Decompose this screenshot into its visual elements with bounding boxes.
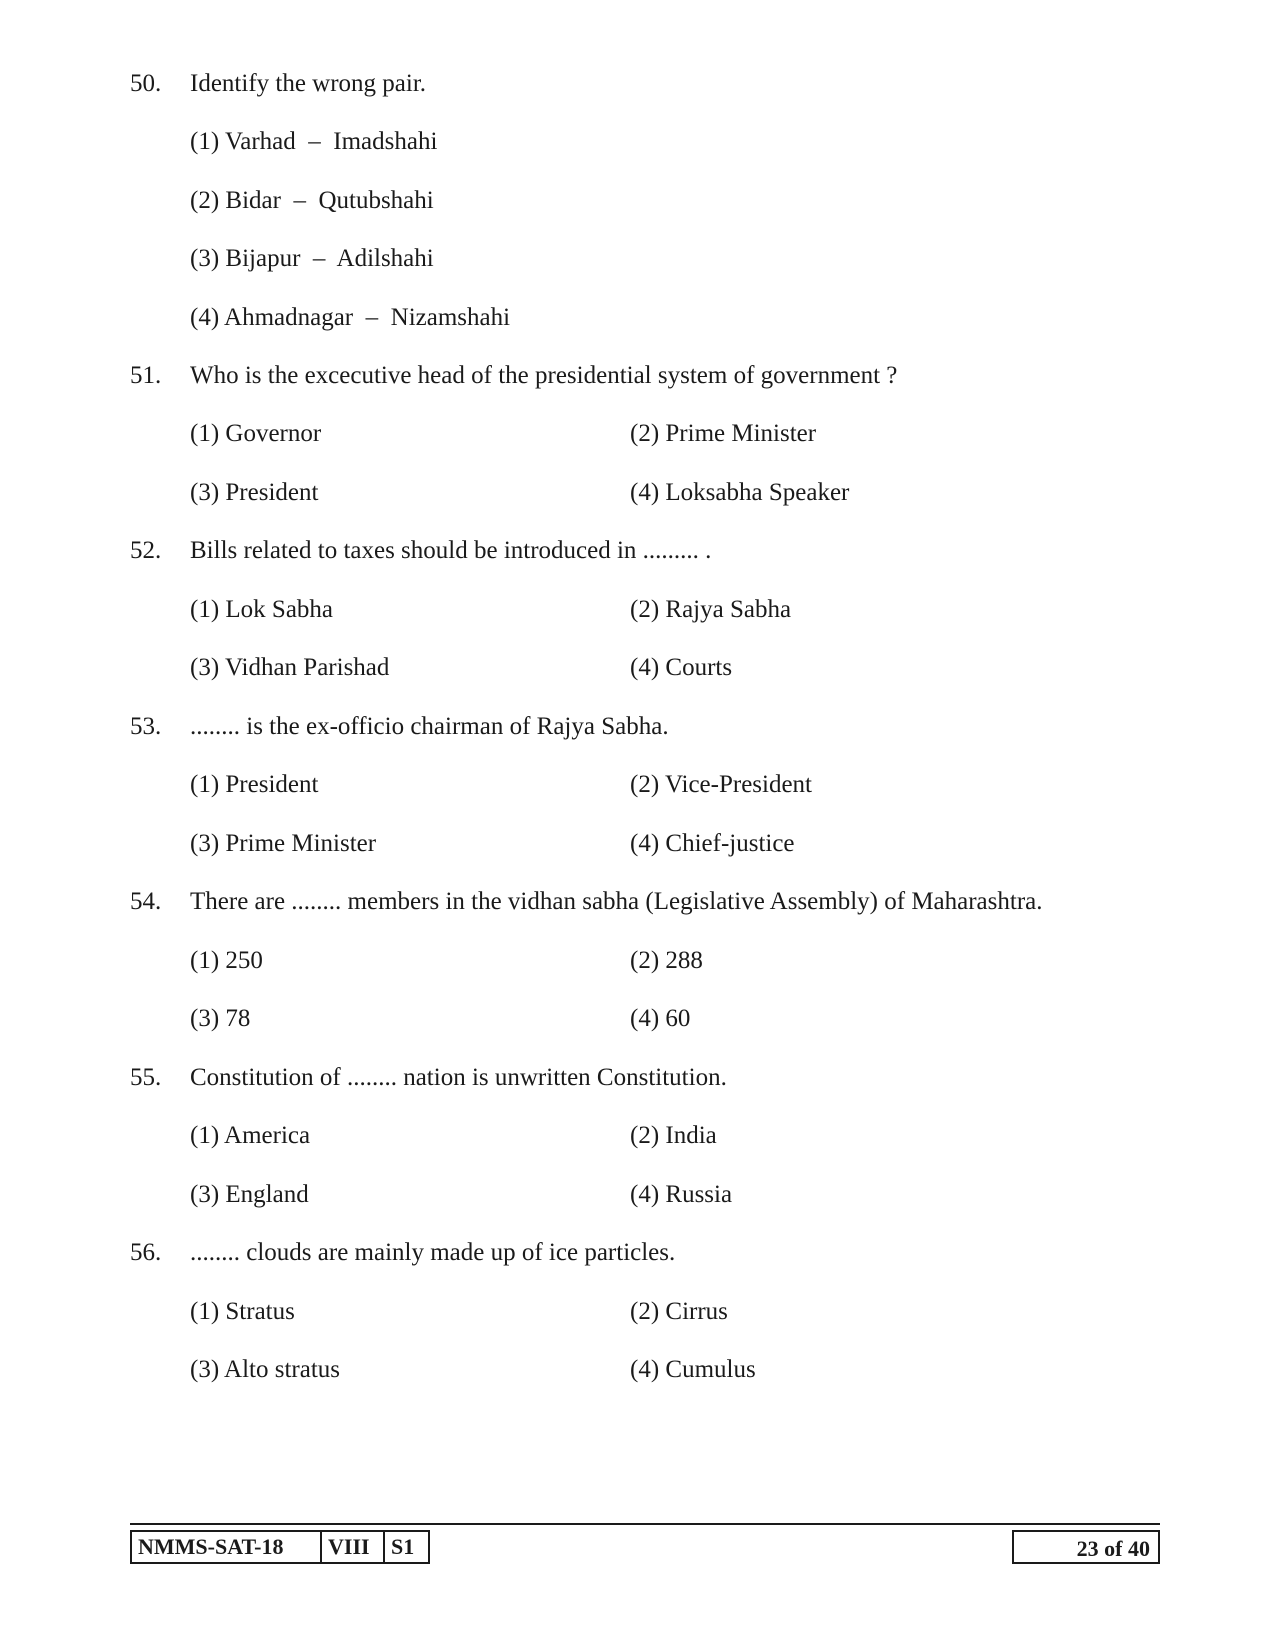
question-text: ........ is the ex-officio chairman of Rajya Sabha. [190, 713, 669, 740]
footer-exam-code: NMMS-SAT-18 [138, 1534, 284, 1559]
option: (3) President [190, 479, 319, 506]
option: (2) Prime Minister [630, 420, 817, 447]
question-number: 55. [130, 1064, 162, 1091]
option: (2) Bidar – Qutubshahi [190, 187, 434, 214]
footer-standard: VIII [320, 1532, 383, 1562]
question-number: 51. [130, 362, 162, 389]
question-number: 53. [130, 713, 162, 740]
footer-exam-code-box [130, 1530, 430, 1564]
footer-set: S1 [383, 1532, 428, 1562]
option: (4) Chief-justice [630, 830, 795, 857]
option: (4) Russia [630, 1181, 733, 1208]
option: (3) 78 [190, 1005, 251, 1032]
question-number: 52. [130, 537, 162, 564]
option: (1) America [190, 1122, 311, 1149]
option: (2) Cirrus [630, 1298, 728, 1325]
question-text: ........ clouds are mainly made up of ice particles. [190, 1239, 676, 1266]
option: (4) Ahmadnagar – Nizamshahi [190, 304, 511, 331]
option: (3) Bijapur – Adilshahi [190, 245, 434, 272]
question-text: Identify the wrong pair. [190, 70, 427, 97]
option: (3) Vidhan Parishad [190, 654, 390, 681]
option: (2) Rajya Sabha [630, 596, 792, 623]
question-text: Who is the excecutive head of the presidential system of government ? [190, 362, 898, 389]
option: (1) 250 [190, 947, 263, 974]
option: (4) Courts [630, 654, 733, 681]
option: (3) Alto stratus [190, 1356, 340, 1383]
question-number: 56. [130, 1239, 162, 1266]
option: (2) Vice-President [630, 771, 813, 798]
question-text: Bills related to taxes should be introduced in ......... . [190, 537, 712, 564]
footer-page-number: 23 of 40 [1012, 1530, 1160, 1564]
option: (2) India [630, 1122, 717, 1149]
option: (2) 288 [630, 947, 703, 974]
option: (4) Cumulus [630, 1356, 756, 1383]
option: (4) 60 [630, 1005, 691, 1032]
option: (4) Loksabha Speaker [630, 479, 850, 506]
option: (1) Stratus [190, 1298, 295, 1325]
option: (1) President [190, 771, 319, 798]
question-number: 50. [130, 70, 162, 97]
option: (1) Governor [190, 420, 322, 447]
option: (1) Lok Sabha [190, 596, 334, 623]
question-text: Constitution of ........ nation is unwritten Constitution. [190, 1064, 727, 1091]
option: (1) Varhad – Imadshahi [190, 128, 438, 155]
question-number: 54. [130, 888, 162, 915]
option: (3) Prime Minister [190, 830, 377, 857]
option: (3) England [190, 1181, 309, 1208]
footer-divider [130, 1523, 1160, 1525]
question-text: There are ........ members in the vidhan sabha (Legislative Assembly) of Maharashtra. [190, 888, 1043, 915]
